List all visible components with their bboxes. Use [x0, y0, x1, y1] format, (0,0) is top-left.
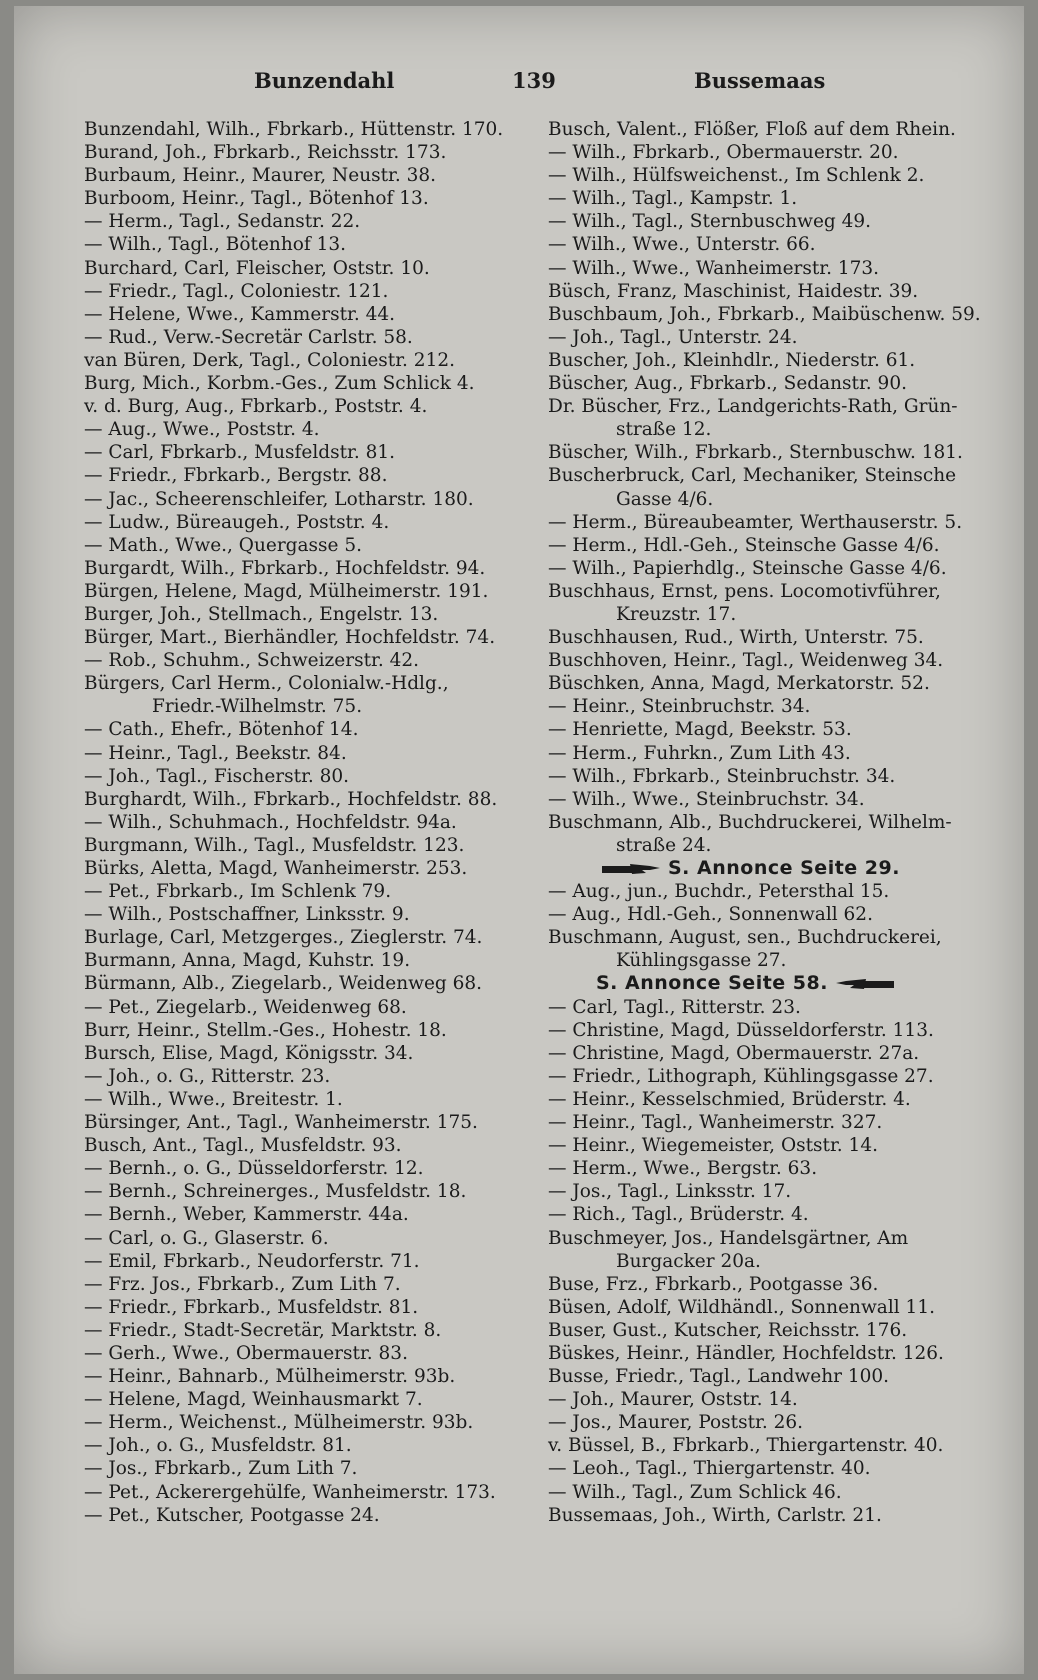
directory-entry: Büscher, Wilh., Fbrkarb., Sternbuschw. 181. [548, 442, 963, 464]
directory-entry: Büschken, Anna, Magd, Merkatorstr. 52. [548, 673, 930, 695]
right-column [548, 118, 996, 1527]
directory-entry: — Heinr., Bahnarb., Mülheimerstr. 93b. [84, 1366, 456, 1388]
directory-entry: — Carl, Tagl., Ritterstr. 23. [548, 996, 801, 1018]
directory-entry: — Rich., Tagl., Brüderstr. 4. [548, 1204, 809, 1226]
directory-entry: — Bernh., Schreinerges., Musfeldstr. 18. [84, 1181, 467, 1203]
directory-entry: — Rob., Schuhm., Schweizerstr. 42. [84, 650, 420, 672]
directory-entry: Burg, Mich., Korbm.-Ges., Zum Schlick 4. [84, 373, 475, 395]
directory-entry: — Rud., Verw.-Secretär Carlstr. 58. [84, 326, 413, 348]
page-number: 139 [512, 68, 556, 93]
directory-entry: — Frz. Jos., Fbrkarb., Zum Lith 7. [84, 1273, 401, 1295]
directory-entry: Buse, Frz., Fbrkarb., Pootgasse 36. [548, 1273, 879, 1295]
directory-entry: Bürgers, Carl Herm., Colonialw.-Hdlg., [84, 673, 449, 695]
directory-entry: — Wilh., Fbrkarb., Obermauerstr. 20. [548, 142, 899, 164]
directory-entry: — Helene, Wwe., Kammerstr. 44. [84, 303, 396, 325]
directory-entry: — Heinr., Wiegemeister, Oststr. 14. [548, 1135, 878, 1157]
directory-entry: v. d. Burg, Aug., Fbrkarb., Poststr. 4. [84, 396, 428, 418]
directory-entry: Busch, Valent., Flößer, Floß auf dem Rhein. [548, 119, 956, 140]
directory-entry: Büsen, Adolf, Wildhändl., Sonnenwall 11. [548, 1296, 935, 1318]
directory-entry: Buschmann, August, sen., Buchdruckerei, [548, 927, 942, 949]
directory-entry: Dr. Büscher, Frz., Landgerichts-Rath, Grün- [548, 396, 958, 418]
directory-entry: Burand, Joh., Fbrkarb., Reichsstr. 173. [84, 142, 447, 164]
directory-entry: Burboom, Heinr., Tagl., Bötenhof 13. [84, 188, 429, 210]
directory-entry: Buscher, Joh., Kleinhdlr., Niederstr. 61. [548, 349, 916, 371]
directory-entry: Burr, Heinr., Stellm.-Ges., Hohestr. 18. [84, 1019, 447, 1041]
directory-entry: — Aug., Hdl.-Geh., Sonnenwall 62. [548, 904, 873, 926]
directory-entry-continuation: Gasse 4/6. [616, 488, 714, 510]
directory-entry: — Friedr., Tagl., Coloniestr. 121. [84, 280, 389, 302]
directory-entry-continuation: Kreuzstr. 17. [616, 603, 737, 625]
directory-entry: Buschhoven, Heinr., Tagl., Weidenweg 34. [548, 650, 944, 672]
directory-entry: Busch, Ant., Tagl., Musfeldstr. 93. [84, 1135, 402, 1157]
annonce-reference [548, 972, 996, 995]
directory-entry: — Joh., Tagl., Fischerstr. 80. [84, 765, 350, 787]
directory-entry: — Pet., Fbrkarb., Im Schlenk 79. [84, 881, 392, 903]
header-left-keyword: Bunzendahl [254, 68, 395, 93]
left-column [84, 118, 514, 1527]
directory-entry-continuation: Burgacker 20a. [616, 1250, 761, 1272]
directory-entry: Bussemaas, Joh., Wirth, Carlstr. 21. [548, 1504, 882, 1526]
directory-entry: — Bernh., Weber, Kammerstr. 44a. [84, 1204, 409, 1226]
directory-entry: Buschbaum, Joh., Fbrkarb., Maibüschenw. 59. [548, 303, 981, 325]
directory-entry: Bürgen, Helene, Magd, Mülheimerstr. 191. [84, 580, 489, 602]
directory-entry-continuation: straße 12. [616, 419, 712, 441]
directory-entry: — Wilh., Tagl., Kampstr. 1. [548, 188, 798, 210]
directory-entry: Burchard, Carl, Fleischer, Oststr. 10. [84, 257, 430, 279]
directory-entry: Busse, Friedr., Tagl., Landwehr 100. [548, 1366, 890, 1388]
directory-entry: — Herm., Hdl.-Geh., Steinsche Gasse 4/6. [548, 534, 940, 556]
header-right-keyword: Bussemaas [694, 68, 826, 93]
directory-entry: — Carl, Fbrkarb., Musfeldstr. 81. [84, 442, 396, 464]
directory-entry: Buschmann, Alb., Buchdruckerei, Wilhelm- [548, 811, 952, 833]
directory-entry: — Heinr., Tagl., Wanheimerstr. 327. [548, 1112, 883, 1134]
directory-entry: Bürmann, Alb., Ziegelarb., Weidenweg 68. [84, 973, 483, 995]
directory-entry: Burmann, Anna, Magd, Kuhstr. 19. [84, 950, 411, 972]
directory-entry: — Heinr., Tagl., Beekstr. 84. [84, 742, 347, 764]
directory-entry: — Wilh., Wwe., Wanheimerstr. 173. [548, 257, 880, 279]
directory-entry: — Friedr., Lithograph, Kühlingsgasse 27. [548, 1065, 934, 1087]
directory-entry: — Emil, Fbrkarb., Neudorferstr. 71. [84, 1250, 420, 1272]
directory-entry: — Helene, Magd, Weinhausmarkt 7. [84, 1389, 423, 1411]
directory-page [14, 6, 1024, 1674]
directory-entry-continuation: straße 24. [616, 834, 712, 856]
directory-entry: Büscher, Aug., Fbrkarb., Sedanstr. 90. [548, 373, 907, 395]
directory-entry: — Bernh., o. G., Düsseldorferstr. 12. [84, 1158, 424, 1180]
directory-entry: Bursch, Elise, Magd, Königsstr. 34. [84, 1042, 414, 1064]
directory-entry: — Heinr., Steinbruchstr. 34. [548, 696, 811, 718]
directory-entry: — Friedr., Fbrkarb., Bergstr. 88. [84, 465, 388, 487]
directory-entry: — Joh., Tagl., Unterstr. 24. [548, 326, 798, 348]
directory-entry: — Pet., Kutscher, Pootgasse 24. [84, 1504, 380, 1526]
directory-entry: Burlage, Carl, Metzgerges., Zieglerstr. 74. [84, 927, 483, 949]
directory-entry: — Wilh., Postschaffner, Linksstr. 9. [84, 904, 410, 926]
directory-entry: Bunzendahl, Wilh., Fbrkarb., Hüttenstr. 170. [84, 119, 504, 140]
annonce-text: S. Annonce Seite 58. [596, 972, 828, 995]
directory-entry: — Herm., Weichenst., Mülheimerstr. 93b. [84, 1412, 474, 1434]
directory-entry: — Wilh., Wwe., Steinbruchstr. 34. [548, 788, 865, 810]
directory-entry: Bürger, Mart., Bierhändler, Hochfeldstr. 74. [84, 627, 496, 649]
directory-entry: — Math., Wwe., Quergasse 5. [84, 534, 362, 556]
directory-entry: — Pet., Ziegelarb., Weidenweg 68. [84, 996, 407, 1018]
directory-entry: — Joh., o. G., Ritterstr. 23. [84, 1065, 331, 1087]
directory-entry: Burghardt, Wilh., Fbrkarb., Hochfeldstr. 88. [84, 788, 498, 810]
directory-entry: — Wilh., Schuhmach., Hochfeldstr. 94a. [84, 811, 457, 833]
directory-entry: — Pet., Ackerergehülfe, Wanheimerstr. 173. [84, 1481, 496, 1503]
directory-entry: Burgmann, Wilh., Tagl., Musfeldstr. 123. [84, 834, 465, 856]
directory-entry: Buschhaus, Ernst, pens. Locomotivführer, [548, 580, 941, 602]
directory-entry: — Friedr., Stadt-Secretär, Marktstr. 8. [84, 1319, 442, 1341]
directory-entry: — Herm., Tagl., Sedanstr. 22. [84, 211, 361, 233]
directory-entry: Burger, Joh., Stellmach., Engelstr. 13. [84, 603, 439, 625]
directory-entry: — Wilh., Tagl., Sternbuschweg 49. [548, 211, 872, 233]
directory-entry: van Büren, Derk, Tagl., Coloniestr. 212. [84, 349, 456, 371]
directory-entry: Büskes, Heinr., Händler, Hochfeldstr. 126. [548, 1342, 944, 1364]
directory-entry: Buscherbruck, Carl, Mechaniker, Steinsche [548, 465, 957, 487]
pointing-hand-icon [834, 976, 894, 992]
directory-entry: — Wilh., Hülfsweichenst., Im Schlenk 2. [548, 165, 925, 187]
directory-entry: — Heinr., Kesselschmied, Brüderstr. 4. [548, 1088, 911, 1110]
page-header [14, 68, 1024, 108]
directory-entry: Bürks, Aletta, Magd, Wanheimerstr. 253. [84, 858, 468, 879]
directory-entry: Buschhausen, Rud., Wirth, Unterstr. 75. [548, 627, 924, 649]
directory-entry-continuation: Kühlingsgasse 27. [616, 950, 787, 972]
directory-entry: — Ludw., Büreaugeh., Poststr. 4. [84, 511, 390, 533]
directory-entry: — Wilh., Tagl., Bötenhof 13. [84, 234, 347, 256]
annonce-reference [548, 857, 996, 880]
directory-entry: Buschmeyer, Jos., Handelsgärtner, Am [548, 1227, 909, 1249]
pointing-hand-icon [602, 861, 662, 877]
directory-entry: — Wilh., Wwe., Unterstr. 66. [548, 234, 816, 256]
annonce-text: S. Annonce Seite 29. [668, 857, 900, 879]
directory-entry: Burgardt, Wilh., Fbrkarb., Hochfeldstr. 94. [84, 557, 486, 579]
directory-entry: — Gerh., Wwe., Obermauerstr. 83. [84, 1342, 408, 1364]
directory-entry: — Christine, Magd, Düsseldorferstr. 113. [548, 1019, 934, 1041]
directory-entry: — Carl, o. G., Glaserstr. 6. [84, 1227, 329, 1249]
directory-entry: — Jac., Scheerenschleifer, Lotharstr. 180. [84, 488, 474, 510]
directory-entry: — Joh., o. G., Musfeldstr. 81. [84, 1435, 352, 1457]
directory-entry: — Wilh., Papierhdlg., Steinsche Gasse 4/6. [548, 557, 947, 579]
directory-entry: Burbaum, Heinr., Maurer, Neustr. 38. [84, 165, 437, 187]
directory-entry: — Cath., Ehefr., Bötenhof 14. [84, 719, 359, 741]
directory-entry-continuation: Friedr.-Wilhelmstr. 75. [152, 696, 363, 718]
directory-entry: — Leoh., Tagl., Thiergartenstr. 40. [548, 1458, 871, 1480]
directory-entry: — Friedr., Fbrkarb., Musfeldstr. 81. [84, 1296, 419, 1318]
directory-entry: — Aug., Wwe., Poststr. 4. [84, 419, 320, 441]
directory-entry: Bürsinger, Ant., Tagl., Wanheimerstr. 175. [84, 1112, 478, 1134]
directory-entry: — Christine, Magd, Obermauerstr. 27a. [548, 1042, 920, 1064]
directory-entry: — Jos., Maurer, Poststr. 26. [548, 1412, 804, 1434]
directory-entry: — Jos., Tagl., Linksstr. 17. [548, 1181, 792, 1203]
directory-entry: — Wilh., Tagl., Zum Schlick 46. [548, 1481, 842, 1503]
directory-entry: Buser, Gust., Kutscher, Reichsstr. 176. [548, 1319, 908, 1341]
directory-entry: — Joh., Maurer, Oststr. 14. [548, 1389, 798, 1411]
directory-entry: — Wilh., Wwe., Breitestr. 1. [84, 1088, 343, 1110]
directory-entry: Büsch, Franz, Maschinist, Haidestr. 39. [548, 280, 919, 302]
directory-entry: — Aug., jun., Buchdr., Petersthal 15. [548, 881, 890, 903]
directory-entry: — Jos., Fbrkarb., Zum Lith 7. [84, 1458, 358, 1480]
directory-entry: — Wilh., Fbrkarb., Steinbruchstr. 34. [548, 765, 896, 787]
directory-entry: — Henriette, Magd, Beekstr. 53. [548, 719, 852, 741]
directory-entry: — Herm., Wwe., Bergstr. 63. [548, 1158, 818, 1180]
directory-entry: — Herm., Büreaubeamter, Werthauserstr. 5. [548, 511, 963, 533]
directory-entry: — Herm., Fuhrkn., Zum Lith 43. [548, 742, 851, 764]
directory-entry: v. Büssel, B., Fbrkarb., Thiergartenstr. 40. [548, 1435, 944, 1457]
